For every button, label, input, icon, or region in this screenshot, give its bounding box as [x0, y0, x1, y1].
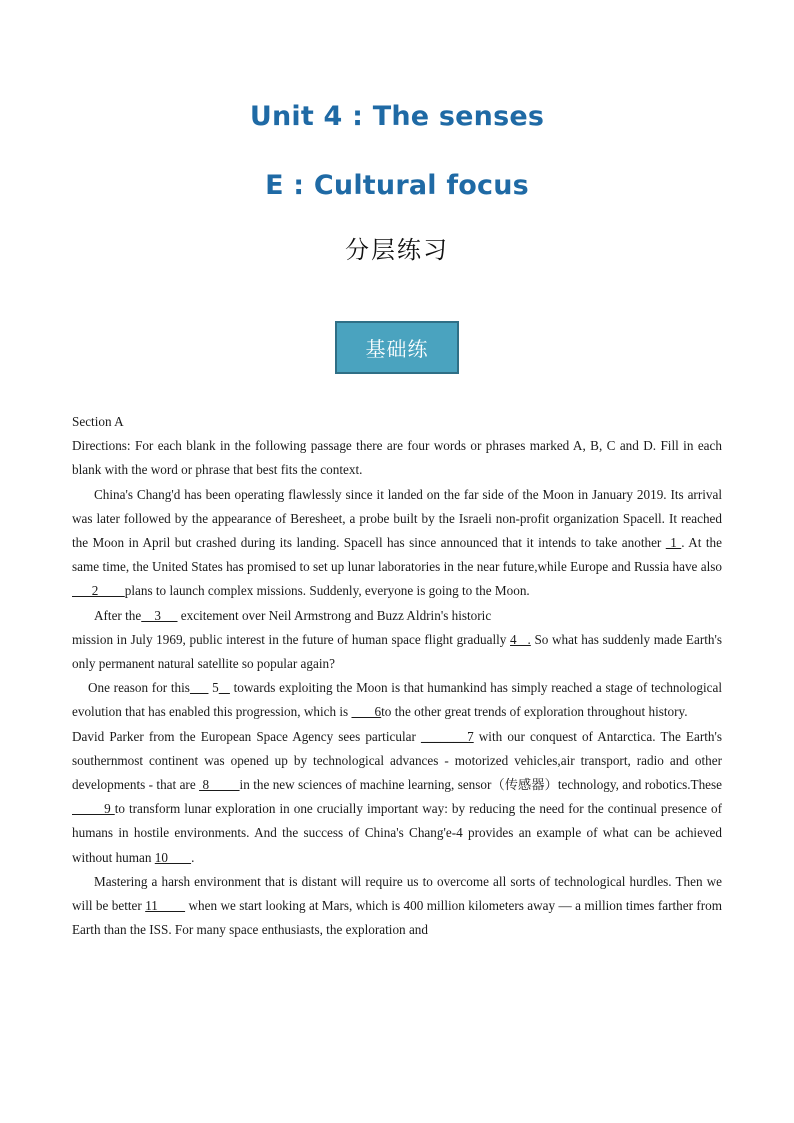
text-run: to transform lunar exploration in one crucially important way: by reducing the need for the continual presence of humans in hostile environments. And the success of China's Chang'e-4 provides an example of what can be achieved without human — [72, 801, 722, 865]
text-run: . At the same time, the United States has promised to set up lunar laboratories in the near future,while Europe and Russia have also — [72, 535, 722, 575]
paragraph-4 — [72, 725, 722, 870]
subtitle: 分层练习 — [345, 236, 449, 264]
blank-underline — [190, 680, 209, 695]
text-run: David Parker from the European Space Agency sees particular — [72, 728, 421, 744]
blank-10: 10 — [154, 849, 192, 865]
text-run: So what has suddenly made Earth's only permanent natural satellite so popular again? — [72, 631, 723, 672]
directions: Directions: For each blank in the following passage there are four words or phrases marked A, B, C and D. Fill in each blank with the word or phrase that best fits the context. — [72, 438, 722, 478]
text-run: to the other great trends of exploration throughout history. — [381, 704, 688, 720]
exercise-body — [72, 410, 722, 942]
blank-1: 1 — [665, 535, 682, 551]
text-run: mission in July 1969, public interest in the future of human space flight gradually — [72, 631, 511, 647]
text-run: towards exploiting the Moon is that humankind has simply reached a stage of technological evolution that has enabled this progression, which is — [72, 680, 722, 720]
paragraph-5 — [72, 870, 722, 943]
blank-6: 6 — [351, 704, 382, 720]
blank-3: 3 — [141, 607, 178, 623]
text-run: . — [191, 849, 195, 865]
paragraph-1 — [72, 483, 722, 604]
text-run: Mastering a harsh environment that is distant will require us to overcome all sorts of technological hurdles. Then we will be better — [72, 873, 722, 914]
text-run: plans to launch complex missions. Suddenly, everyone is going to the Moon. — [124, 583, 530, 599]
blank-8: 8 — [199, 777, 240, 793]
unit-title: Unit 4 : The senses — [249, 101, 545, 132]
paragraph-3 — [72, 676, 722, 724]
text-run: when we start looking at Mars, which is 400 million kilometers away — a million times farther from Earth than the ISS. For many space enthusiasts, the exploration and — [72, 898, 722, 938]
level-badge: 基础练 — [335, 321, 459, 374]
text-run: China's Chang'd has been operating flawlessly since it landed on the far side of the Moon in January 2019. Its arrival was later followed by the appearance of Beresheet, a probe built by the Israeli non-profit organization Spacell. It reached the Moon in April but crashed during its landing. Spacell has since announced that it intends to take another — [72, 486, 722, 551]
blank-4: 4 . — [510, 631, 531, 647]
blank-7: _______7 — [420, 728, 474, 744]
text-run: excitement over Neil Armstrong and Buzz Aldrin's historic — [177, 607, 492, 623]
section-label: Section A — [72, 414, 124, 429]
text-run: After the — [94, 607, 142, 623]
text-run: in the new sciences of machine learning, sensor（传感器）technology, and robotics.These — [239, 777, 722, 793]
section-title: E : Cultural focus — [265, 170, 529, 201]
paragraph-2-line-1 — [72, 604, 722, 628]
blank-underline — [219, 680, 230, 695]
blank-2: 2 — [72, 583, 125, 599]
paragraph-2-line-2 — [72, 628, 722, 676]
text-run: with our conquest of Antarctica. The Earth's southernmost continent was opened up by technological advances - motorized vehicles,air transport, radio and other developments - that are — [72, 728, 722, 793]
text-run: One reason for this — [88, 680, 190, 696]
blank-5: 5 — [208, 680, 219, 696]
blank-9: 9 — [72, 801, 115, 817]
blank-11: 11 — [145, 898, 186, 914]
